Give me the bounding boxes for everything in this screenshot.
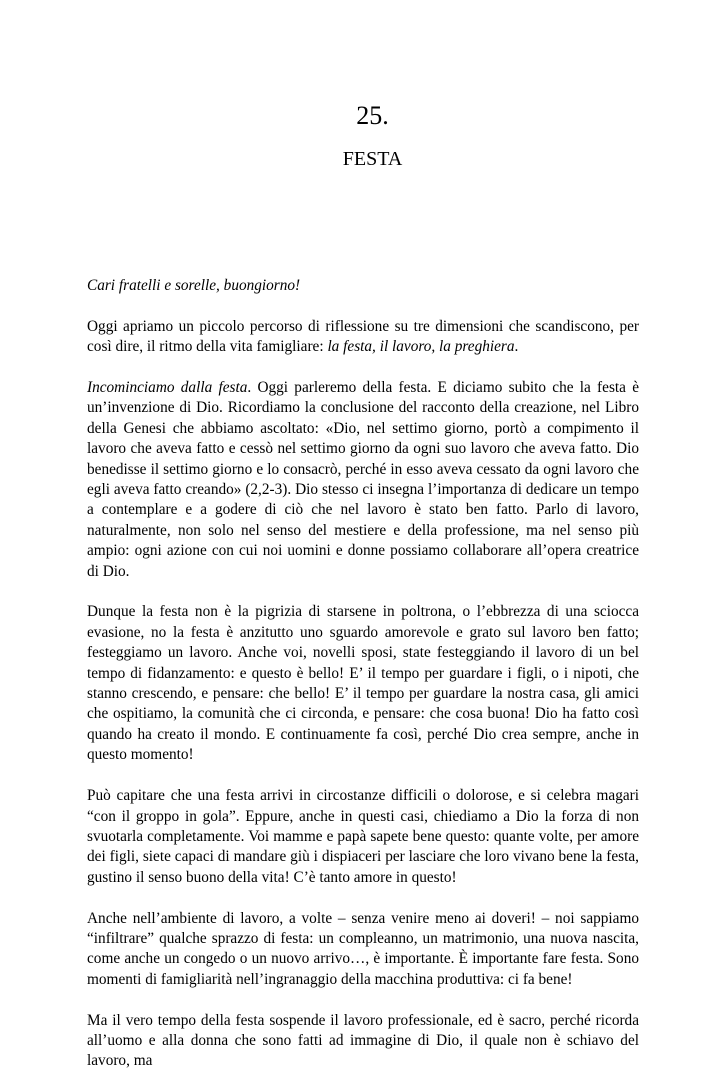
paragraph-3: Dunque la festa non è la pigrizia di starsene in poltrona, o l’ebbrezza di una sciocca evasione, no la festa è anzitutto uno sguardo amorevole e grato sul lavoro ben fatto; festeggiamo un lavoro. Anche voi, novelli sposi, state festeggiando il lavoro di un bel tempo di fidanzamento: e questo è bello! E’ il tempo per guardare i figli, o i nipoti, che stanno crescendo, e pensare: che bello! E’ il tempo per guardare la nostra casa, gli amici che ospitiamo, la comunità che ci circonda, e pensare: che cosa buona! Dio ha fatto così quando ha creato il mondo. E continuamente fa così, perché Dio crea sempre, anche in questo momento!: [87, 603, 639, 764]
paragraph-2-emphasis: Incominciamo dalla festa: [87, 379, 248, 396]
paragraph-2: [87, 378, 639, 582]
paragraph-6: Ma il vero tempo della festa sospende il lavoro professionale, ed è sacro, perché ricorda all’uomo e alla donna che sono fatti ad immagine di Dio, il quale non è schiavo del lavoro, ma: [87, 1011, 639, 1070]
paragraph-1-text: Oggi apriamo un piccolo percorso di riflessione su tre dimensioni che scandiscono, per così dire, il ritmo della vita famigliare:: [87, 317, 639, 356]
chapter-title: FESTA: [342, 148, 403, 170]
greeting-paragraph: Cari fratelli e sorelle, buongiorno!: [87, 277, 301, 294]
paragraph-1-end: .: [514, 338, 519, 356]
chapter-number: 25.: [356, 101, 389, 130]
paragraph-1-emphasis: la festa, il lavoro, la preghiera: [327, 338, 515, 356]
paragraph-2-text: . Oggi parleremo della festa. E diciamo subito che la festa è un’invenzione di Dio. Ricordiamo la conclusione del racconto della creazione, nel Libro della Genesi che abbiamo ascoltato: «Dio, nel settimo giorno, portò a compimento il lavoro che aveva fatto e cessò nel settimo giorno da ogni suo lavoro che aveva fatto. Dio benedisse il settimo giorno e lo consacrò, perché in esso aveva cessato da ogni lavoro che egli aveva fatto creando» (2,2-3). Dio stesso ci insegna l’importanza di dedicare un tempo a contemplare e a godere di ciò che nel lavoro è stato ben fatto. Parlo di lavoro, naturalmente, non solo nel senso del mestiere e della professione, ma nel senso più ampio: ogni azione con cui noi uomini e donne possiamo collaborare all’opera creatrice di Dio.: [87, 379, 639, 580]
paragraph-5: Anche nell’ambiente di lavoro, a volte – senza venire meno ai doveri! – noi sappiamo “infiltrare” qualche sprazzo di festa: un compleanno, un matrimonio, una nuova nascita, come anche un congedo o un nuovo arrivo…, è importante. È importante fare festa. Sono momenti di famigliarità nell’ingranaggio della macchina produttiva: ci fa bene!: [87, 909, 639, 988]
paragraph-4: Può capitare che una festa arrivi in circostanze difficili o dolorose, e si celebra magari “con il groppo in gola”. Eppure, anche in questi casi, chiediamo a Dio la forza di non svuotarla completamente. Voi mamme e papà sapete bene questo: quante volte, per amore dei figli, siete capaci di mandare giù i dispiaceri per lasciare che loro vivano bene la festa, gustino il senso buono della vita! C’è tanto amore in questo!: [87, 787, 639, 886]
body-text: [87, 276, 639, 1092]
paragraph-1: [87, 317, 639, 358]
